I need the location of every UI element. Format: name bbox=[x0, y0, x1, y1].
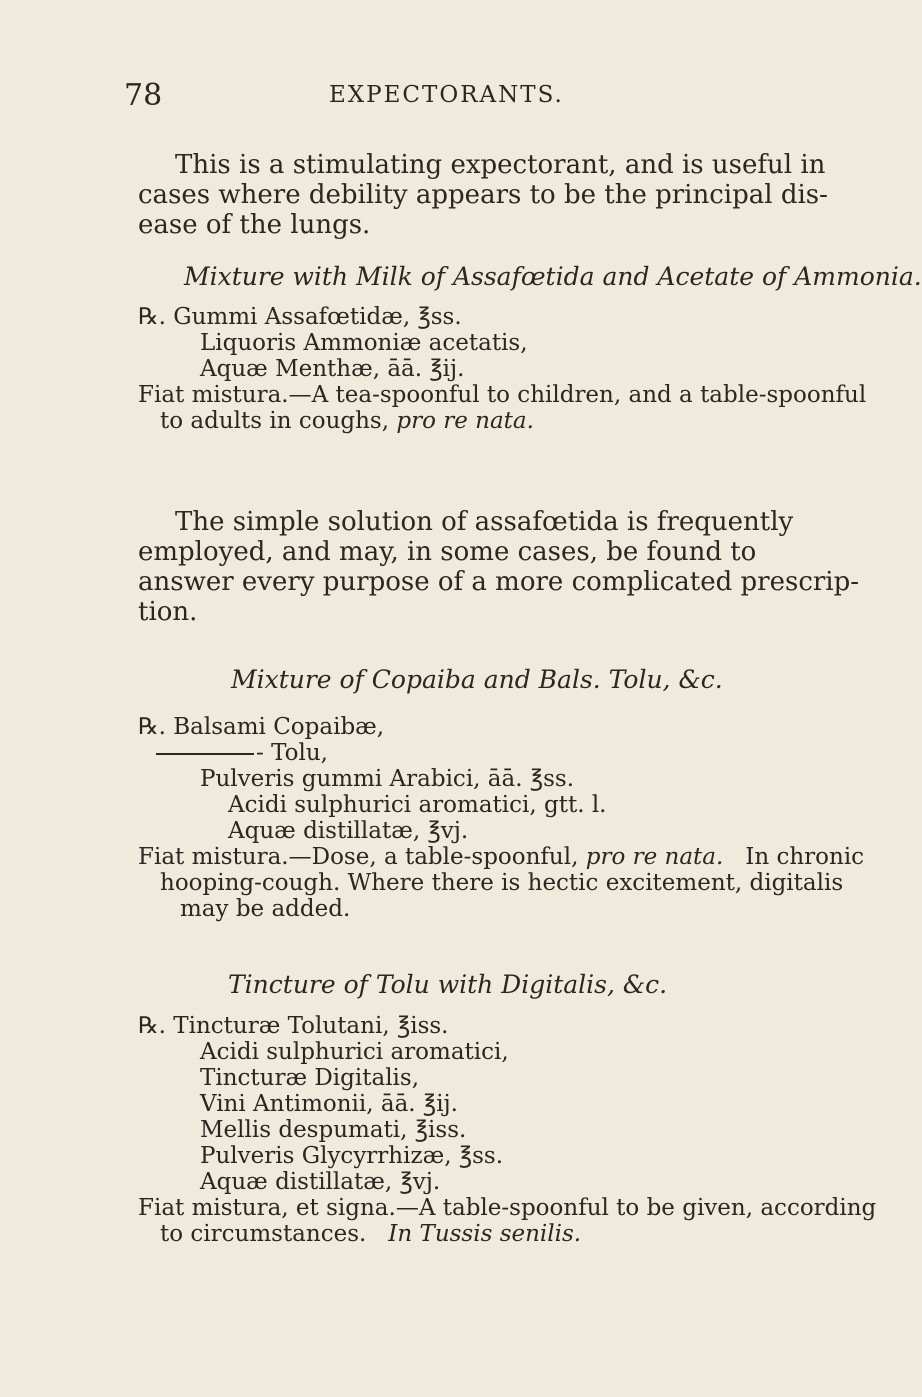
recipe-title: Mixture with Milk of Assafœtida and Acetate of Ammonia. bbox=[184, 262, 922, 291]
ingredient: Acidi sulphurici aromatici, bbox=[200, 1039, 509, 1065]
paragraph-line: cases where debility appears to be the principal dis- bbox=[138, 180, 828, 210]
ingredient-line bbox=[138, 304, 778, 330]
rx-symbol: ℞. bbox=[138, 304, 166, 330]
paragraph-intro bbox=[138, 150, 828, 240]
ingredient-line bbox=[138, 714, 778, 740]
ingredient-line bbox=[138, 740, 778, 766]
ingredient: Acidi sulphurici aromatici, gtt. l. bbox=[228, 792, 607, 818]
directions-italic: pro re nata. bbox=[396, 408, 534, 434]
directions-line: hooping-cough. Where there is hectic excitement, digitalis bbox=[160, 870, 844, 896]
recipe-title: Tincture of Tolu with Digitalis, &c. bbox=[228, 970, 668, 999]
ingredient: Gummi Assafœtidæ, ℥ss. bbox=[173, 304, 462, 330]
ingredient-line bbox=[138, 1013, 778, 1039]
directions-text: Fiat mistura.—Dose, a table-spoonful, bbox=[138, 844, 579, 870]
running-head: EXPECTORANTS. bbox=[329, 82, 564, 108]
ingredient: Liquoris Ammoniæ acetatis, bbox=[200, 330, 528, 356]
directions-italic: pro re nata. bbox=[585, 844, 724, 870]
ingredient: Tincturæ Digitalis, bbox=[200, 1065, 420, 1091]
paragraph-line: answer every purpose of a more complicated prescrip- bbox=[138, 567, 860, 597]
paragraph-solution bbox=[138, 507, 860, 627]
rx-symbol: ℞. bbox=[138, 1013, 166, 1039]
ingredient: Balsami Copaibæ, bbox=[173, 714, 385, 740]
paragraph-line: employed, and may, in some cases, be found to bbox=[138, 537, 757, 567]
directions-line bbox=[138, 844, 865, 870]
directions-text: to adults in coughs, bbox=[160, 408, 390, 434]
ingredient: Aquæ distillatæ, ℥vj. bbox=[200, 1169, 441, 1195]
directions-line: Fiat mistura.—A tea-spoonful to children, and a table-spoonful bbox=[138, 382, 867, 408]
ingredient: Pulveris Glycyrrhizæ, ℥ss. bbox=[200, 1143, 504, 1169]
directions-text: to circumstances. bbox=[160, 1221, 367, 1247]
paragraph-line: This is a stimulating expectorant, and is useful in bbox=[175, 150, 826, 180]
directions-line: may be added. bbox=[180, 896, 351, 922]
ingredient: Pulveris gummi Arabici, āā. ℥ss. bbox=[200, 766, 575, 792]
ingredient: Tincturæ Tolutani, ℥iss. bbox=[173, 1013, 449, 1039]
directions-line bbox=[138, 408, 778, 434]
rx-symbol: ℞. bbox=[138, 714, 166, 740]
recipe-body bbox=[138, 304, 867, 434]
ingredient: Mellis despumati, ℥iss. bbox=[200, 1117, 467, 1143]
paragraph-line: ease of the lungs. bbox=[138, 210, 371, 240]
ingredient: Aquæ Menthæ, āā. ℥ij. bbox=[200, 356, 465, 382]
recipe-title: Mixture of Copaiba and Bals. Tolu, &c. bbox=[231, 665, 723, 694]
directions-line bbox=[138, 1221, 778, 1247]
ingredient: Aquæ distillatæ, ℥vj. bbox=[228, 818, 469, 844]
paragraph-line: The simple solution of assafœtida is frequently bbox=[175, 507, 794, 537]
page-number: 78 bbox=[124, 78, 163, 113]
ditto-dash bbox=[156, 753, 254, 755]
recipe-body bbox=[138, 714, 865, 922]
ingredient: - Tolu, bbox=[256, 740, 328, 766]
directions-italic: In Tussis senilis. bbox=[388, 1221, 582, 1247]
paragraph-line: tion. bbox=[138, 597, 198, 627]
directions-line: Fiat mistura, et signa.—A table-spoonful to be given, according bbox=[138, 1195, 877, 1221]
directions-text: In chronic bbox=[745, 844, 865, 870]
recipe-body bbox=[138, 1013, 877, 1247]
page-header bbox=[124, 78, 800, 114]
ingredient: Vini Antimonii, āā. ℥ij. bbox=[200, 1091, 458, 1117]
